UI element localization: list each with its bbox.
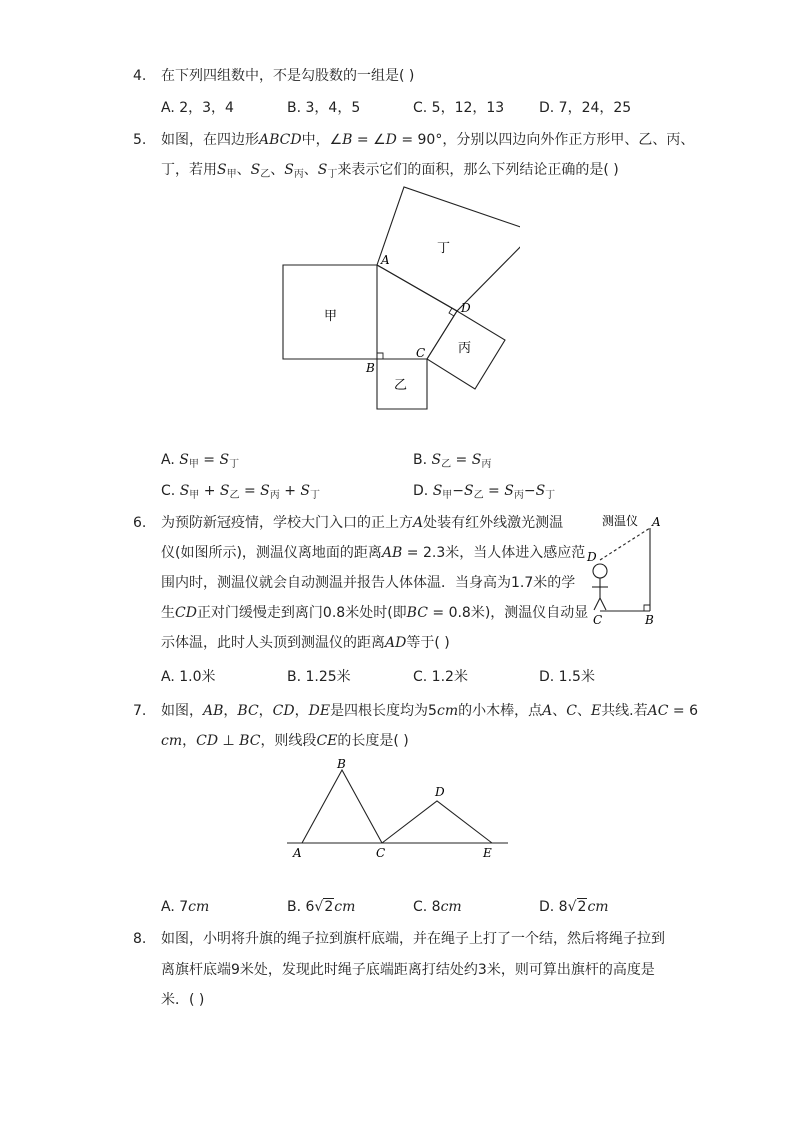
q7-stem-line1: [161, 701, 698, 721]
q6-text: 示体温，此时人头顶到测温仪的距离: [161, 635, 385, 651]
q6-label-c: C: [593, 613, 603, 627]
q6-option-b[interactable]: B. 1.25米: [287, 669, 351, 685]
q5-s: S: [432, 483, 443, 499]
q5-s: S: [179, 483, 190, 499]
q5-number: 5.: [133, 132, 147, 148]
q6-person-head: [593, 564, 607, 578]
q5-option-c[interactable]: [161, 481, 320, 506]
q5-s: S: [464, 483, 474, 499]
q6-laser-line: [600, 528, 650, 560]
q6-text: 处装有红外线激光测温: [423, 515, 564, 531]
q7-comma: ，: [294, 703, 309, 719]
q7-seg-bc: BC: [239, 733, 261, 749]
q7-seg-cd: CD: [272, 703, 295, 719]
q5-plus: +: [199, 483, 220, 499]
q5-text: 丁，若用: [161, 162, 217, 178]
q7-option-d[interactable]: [539, 897, 609, 917]
q5-sep: 、: [303, 162, 318, 178]
q5-label-d: D: [461, 301, 471, 315]
q5-sub: 丙: [293, 169, 304, 180]
q7-sticks-figure: [280, 750, 515, 865]
radical-icon: √: [314, 899, 324, 915]
q5-eq: =: [483, 483, 505, 499]
q5-label-a: A: [381, 253, 390, 267]
q7-opt-text: D. 8: [539, 899, 568, 915]
q5-label-b: B: [366, 361, 375, 375]
q6-number: 6.: [133, 515, 147, 531]
q7-text: 的小木棒，点: [458, 703, 543, 719]
q4-option-a[interactable]: A. 2，3，4: [161, 100, 234, 116]
q5-sub: 丙: [513, 490, 524, 501]
q5-label-jia: 甲: [324, 309, 338, 324]
q6-point-a: A: [413, 515, 424, 531]
q7-number: 7.: [133, 703, 147, 719]
q5-sub: 乙: [441, 459, 452, 470]
q7-seg-ac: AC: [647, 703, 669, 719]
q7-perp: ⊥: [218, 733, 240, 749]
q5-s: S: [535, 483, 546, 499]
q6-text: 为预防新冠疫情，学校大门入口的正上方: [161, 515, 413, 531]
q8-stem-line2: 离旗杆底端9米处，发现此时绳子底端距离打结处约3米，则可算出旗杆的高度是: [161, 962, 655, 978]
q5-text: 如图，在四边形: [161, 132, 259, 148]
q4-number: 4.: [133, 68, 147, 84]
q7-seg-cd: CD: [196, 733, 219, 749]
q6-seg-ab: AB: [381, 545, 403, 561]
q7-option-b[interactable]: [287, 897, 355, 917]
q5-minus: −: [523, 483, 536, 499]
q6-option-d[interactable]: D. 1.5米: [539, 669, 595, 685]
q7-unit: cm: [188, 899, 210, 915]
q5-minus: −: [452, 483, 465, 499]
q5-angle-d: D: [385, 132, 397, 148]
q7-text: 如图，: [161, 703, 203, 719]
q5-quad: ABCD: [259, 132, 302, 148]
q5-s: S: [217, 162, 227, 178]
q5-sub: 丁: [327, 169, 338, 180]
q6-seg-cd: CD: [175, 605, 197, 621]
q5-label-yi: 乙: [394, 378, 408, 393]
q5-sub: 丙: [269, 490, 280, 501]
q5-sub: 丙: [481, 459, 492, 470]
q6-option-a[interactable]: A. 1.0米: [161, 669, 216, 685]
radical-icon: √: [567, 899, 577, 915]
q5-label-ding: 丁: [437, 241, 451, 256]
q6-seg-bc: BC: [406, 605, 428, 621]
q4-option-d[interactable]: D. 7，24，25: [539, 100, 632, 116]
q6-text: 仪(如图所示)，测温仪离地面的距离: [161, 545, 382, 561]
q5-plus: +: [279, 483, 301, 499]
q5-sep: 、: [270, 162, 285, 178]
q6-label-b: B: [645, 613, 654, 627]
q5-s: S: [284, 162, 294, 178]
q6-text: 生: [161, 605, 175, 621]
q7-unit: cm: [436, 703, 459, 719]
q6-text: 等于( ): [406, 635, 450, 651]
q5-opt-prefix: D.: [413, 483, 433, 499]
q7-text: ，则线段: [260, 733, 317, 749]
q7-unit: cm: [440, 899, 462, 915]
q7-label-c: C: [376, 846, 386, 860]
q4-stem: 在下列四组数中，不是勾股数的一组是( ): [161, 68, 415, 84]
q7-opt-text: C. 8: [413, 899, 441, 915]
q5-label-bing: 丙: [458, 341, 472, 356]
q7-option-a[interactable]: [161, 897, 209, 917]
q7-option-c[interactable]: [413, 897, 462, 917]
q6-label-a: A: [652, 515, 661, 529]
q7-triangle-abc: [302, 770, 382, 843]
q7-label-a: A: [293, 846, 302, 860]
q6-stem-line2: [161, 543, 585, 563]
q5-s: S: [219, 452, 230, 468]
q7-text: ，: [182, 733, 197, 749]
q7-radicand: 2: [324, 899, 334, 915]
q7-seg-ce: CE: [316, 733, 338, 749]
q7-comma: ，: [223, 703, 238, 719]
q5-s: S: [250, 162, 261, 178]
q7-point: C: [566, 703, 577, 719]
q5-option-a[interactable]: [161, 450, 239, 475]
q7-text: 是四根长度均为5: [330, 703, 437, 719]
q6-stem-line4: [161, 603, 588, 623]
q7-sep: 、: [576, 703, 591, 719]
q5-s: S: [300, 483, 310, 499]
q7-unit: cm: [161, 733, 183, 749]
q5-s: S: [179, 452, 189, 468]
q5-stem-line1: [161, 130, 694, 150]
q7-unit: cm: [334, 899, 356, 915]
q5-s: S: [260, 483, 270, 499]
q7-stem-line2: [161, 731, 409, 751]
q6-thermometer-figure: [580, 505, 665, 630]
q5-eq: =: [239, 483, 261, 499]
q6-seg-ad: AD: [385, 635, 407, 651]
q5-sub: 丁: [545, 490, 556, 501]
q5-quad-sides: [377, 265, 457, 359]
q6-right-angle: [644, 605, 650, 611]
q5-sep: 、: [236, 162, 251, 178]
q6-stem-line3: 围内时，测温仪就会自动测温并报告人体体温．当身高为1.7米的学: [161, 575, 576, 591]
q6-label-d: D: [587, 550, 597, 564]
q5-text: = ∠: [352, 132, 386, 148]
q5-s: S: [219, 483, 230, 499]
q6-label-device: 测温仪: [602, 514, 639, 528]
q5-angle-b: B: [342, 132, 353, 148]
q7-triangle-cde: [382, 801, 492, 843]
q5-eq: =: [198, 452, 220, 468]
q6-text: = 2.3米，当人体进入感应范: [402, 545, 586, 561]
q7-text: 共线.若: [601, 703, 648, 719]
q7-seg-ab: AB: [203, 703, 224, 719]
q5-sub: 乙: [473, 490, 484, 501]
q7-text: = 6: [668, 703, 699, 719]
q4-option-b[interactable]: B. 3，4，5: [287, 100, 361, 116]
q5-text: 来表示它们的面积，那么下列结论正确的是( ): [337, 162, 619, 178]
q7-point: E: [590, 703, 602, 719]
q5-sub: 甲: [226, 169, 237, 180]
q5-sub: 乙: [260, 169, 271, 180]
q6-text: 正对门缓慢走到离门0.8米处时(即: [196, 605, 407, 621]
q5-text: = 90°，分别以四边向外作正方形甲、乙、丙、: [396, 132, 695, 148]
q8-stem-line3: 米．( ): [161, 992, 205, 1008]
q7-seg-bc: BC: [237, 703, 259, 719]
q5-s: S: [317, 162, 328, 178]
q5-option-b[interactable]: [413, 450, 491, 475]
q6-text: = 0.8米)，测温仪自动显: [427, 605, 589, 621]
q5-sub: 丁: [229, 459, 240, 470]
q6-stem-line1: [161, 513, 563, 533]
q6-person-leg-left: [594, 598, 600, 610]
q5-text: 中，∠: [301, 132, 343, 148]
q7-label-d: D: [435, 785, 445, 799]
q5-opt-prefix: A.: [161, 452, 180, 468]
q5-sub: 甲: [189, 490, 200, 501]
q7-comma: ，: [258, 703, 273, 719]
q7-unit: cm: [587, 899, 609, 915]
q5-sub: 乙: [229, 490, 240, 501]
q5-sub: 丁: [309, 490, 320, 501]
q5-squares-figure: [270, 180, 520, 420]
q5-eq: =: [451, 452, 472, 468]
q5-s: S: [471, 452, 482, 468]
q7-point: A: [542, 703, 553, 719]
q5-label-c: C: [416, 346, 426, 360]
q5-sub: 甲: [442, 490, 453, 501]
q6-option-c[interactable]: C. 1.2米: [413, 669, 468, 685]
q7-seg-de: DE: [308, 703, 331, 719]
q8-stem-line1: 如图，小明将升旗的绳子拉到旗杆底端，并在绳子上打了一个结，然后将绳子拉到: [161, 931, 665, 947]
q7-label-e: E: [483, 846, 492, 860]
q5-s: S: [504, 483, 514, 499]
q7-opt-text: A. 7: [161, 899, 189, 915]
q7-text: 的长度是( ): [337, 733, 409, 749]
q7-opt-text: B. 6: [287, 899, 315, 915]
q6-stem-line5: [161, 633, 450, 653]
q5-opt-prefix: B.: [413, 452, 432, 468]
q6-person-leg-right: [600, 598, 606, 610]
q5-right-angle-b: [377, 353, 383, 359]
q8-number: 8.: [133, 931, 147, 947]
q7-label-b: B: [337, 757, 346, 771]
q5-s: S: [431, 452, 442, 468]
q5-option-d[interactable]: [413, 481, 555, 506]
q5-sub: 甲: [188, 459, 199, 470]
q7-radicand: 2: [577, 899, 587, 915]
q7-sep: 、: [552, 703, 567, 719]
q4-option-c[interactable]: C. 5，12，13: [413, 100, 505, 116]
q5-opt-prefix: C.: [161, 483, 180, 499]
